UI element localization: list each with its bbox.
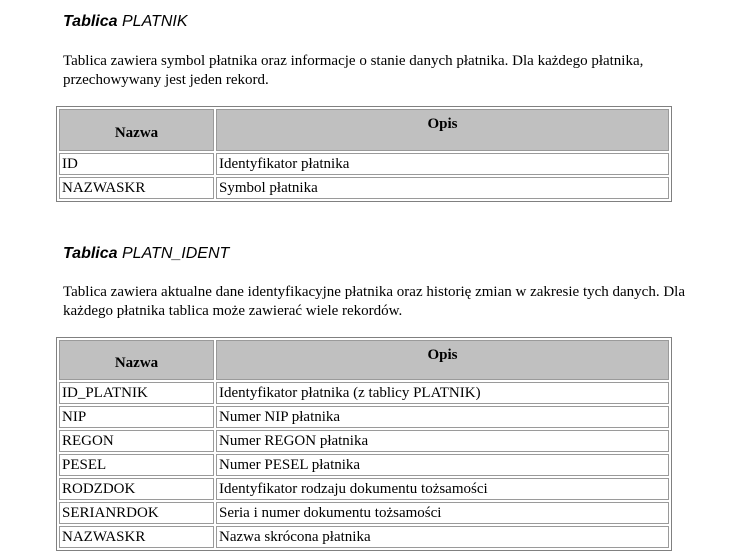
column-header-opis: Opis [216,340,669,380]
column-header-nazwa: Nazwa [59,109,214,151]
field-name: RODZDOK [59,478,214,500]
heading-prefix: Tablica [63,13,118,30]
heading-table-name: PLATNIK [122,13,188,30]
table-row [59,382,669,404]
field-name: NAZWASKR [59,526,214,548]
table-row [59,430,669,452]
field-description: Nazwa skrócona płatnika [216,526,669,548]
heading-prefix: Tablica [63,245,118,262]
field-name: REGON [59,430,214,452]
field-description: Identyfikator płatnika [216,153,669,175]
table-row [59,502,669,524]
field-description: Identyfikator płatnika (z tablicy PLATNIK) [216,382,669,404]
field-name: NIP [59,406,214,428]
section-description-platn-ident: Tablica zawiera aktualne dane identyfikacyjne płatnika oraz historię zmian w zakresie tych danych. Dla każdego płatnika tablica może zawierać wiele rekordów. [63,284,686,319]
field-description: Seria i numer dokumentu tożsamości [216,502,669,524]
field-description: Numer REGON płatnika [216,430,669,452]
table-platn-ident [56,337,672,551]
table-row [59,153,669,175]
field-name: SERIANRDOK [59,502,214,524]
field-description: Numer NIP płatnika [216,406,669,428]
table-row [59,177,669,199]
field-name: NAZWASKR [59,177,214,199]
field-description: Symbol płatnika [216,177,669,199]
table-platnik [56,106,672,202]
field-description: Numer PESEL płatnika [216,454,669,476]
section-heading-platnik [63,13,188,31]
table-row [59,454,669,476]
field-name: ID_PLATNIK [59,382,214,404]
table-row [59,406,669,428]
section-description-platnik: Tablica zawiera symbol płatnika oraz informacje o stanie danych płatnika. Dla każdego płatnika, przechowywany jest jeden rekord. [63,53,644,88]
field-name: PESEL [59,454,214,476]
field-name: ID [59,153,214,175]
table-row [59,478,669,500]
field-description: Identyfikator rodzaju dokumentu tożsamości [216,478,669,500]
table-row [59,526,669,548]
heading-table-name: PLATN_IDENT [122,245,230,262]
section-heading-platn-ident [63,245,229,263]
column-header-nazwa: Nazwa [59,340,214,380]
column-header-opis: Opis [216,109,669,151]
